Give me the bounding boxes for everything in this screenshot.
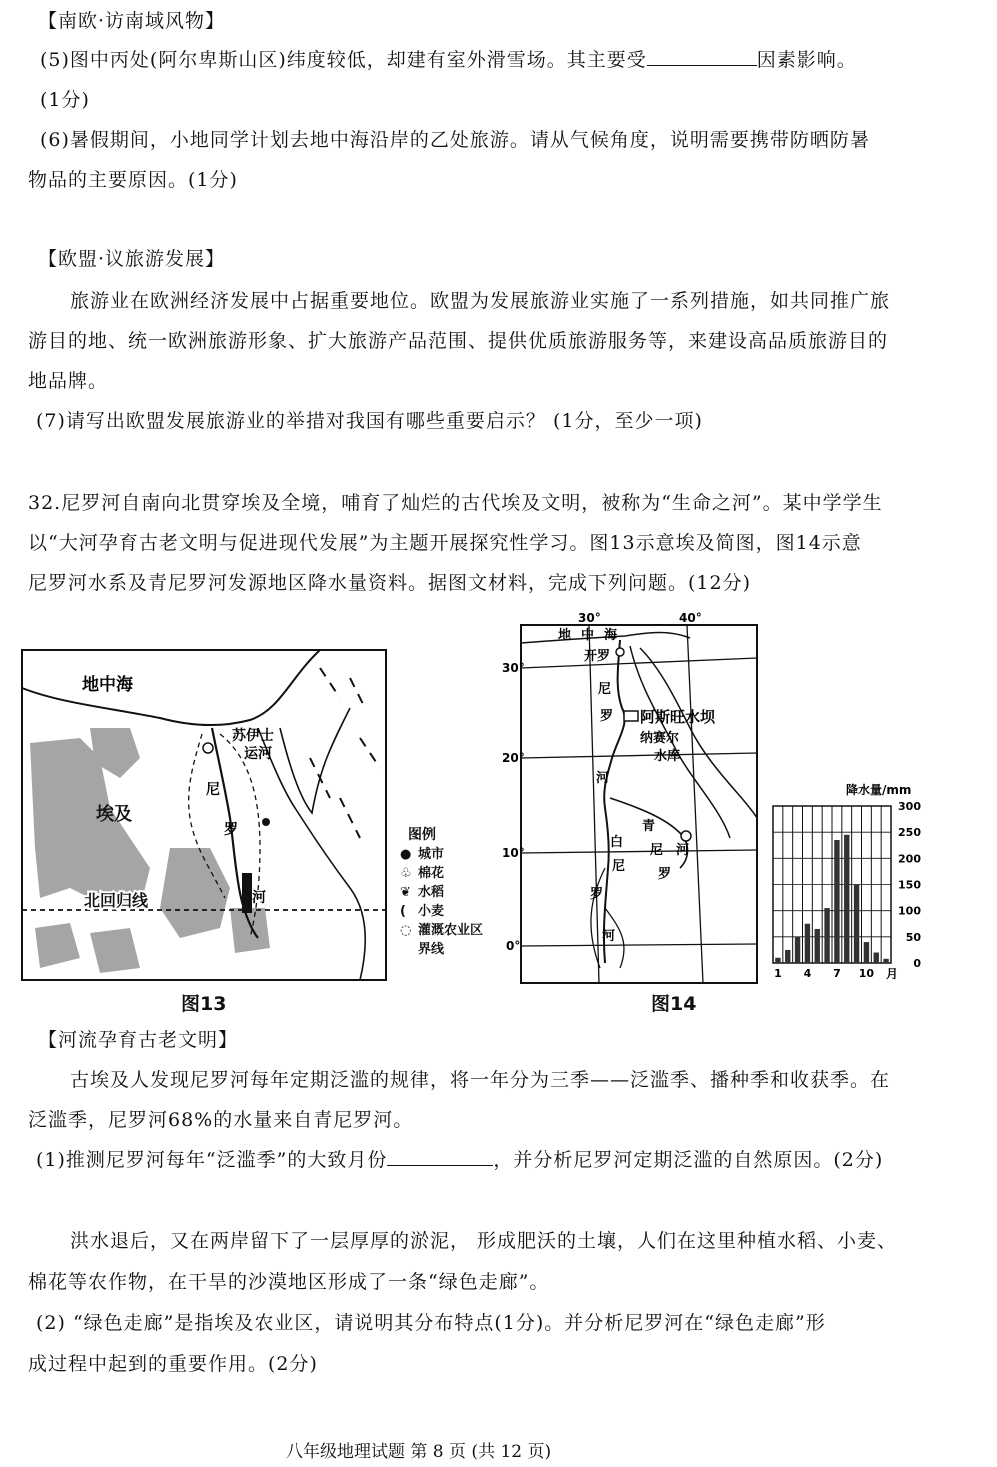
blue-nile-char-2: 尼 <box>650 843 664 858</box>
nasser-label-2: 水库 <box>654 749 681 764</box>
precipitation-bar-chart <box>768 776 928 986</box>
question-32-2-line1: (2) “绿色走廊”是指埃及农业区，请说明其分布特点(1分)。并分析尼罗河在“绿色走廊”形 <box>36 1312 826 1334</box>
answer-blank-flood-months[interactable] <box>387 1147 493 1166</box>
city-cluster <box>242 873 252 913</box>
question-32-1 <box>36 1145 883 1172</box>
legend-item-irrigation: ◌ 灌溉农业区 <box>400 923 484 938</box>
nile-label-1: 尼 <box>206 782 220 798</box>
city-dot <box>262 818 270 826</box>
canal-label-1: 苏伊士 <box>232 728 274 744</box>
lake-tana-icon <box>681 831 691 841</box>
nile-char-1: 尼 <box>598 682 612 697</box>
blue-nile-char-1: 青 <box>642 819 656 834</box>
cotton-icon: ♧ <box>400 866 412 881</box>
chart-bar-month-7 <box>834 840 839 963</box>
question-5-text: (5)图中丙处(阿尔卑斯山区)纬度较低，却建有室外滑雪场。其主要受 <box>40 49 647 71</box>
legend-item-rice: ❦ 水稻 <box>400 885 445 900</box>
chart-x-axis-unit: 月 <box>886 967 899 981</box>
eu-paragraph-line3: 地品牌。 <box>28 370 109 392</box>
lon-label-40: 40° <box>679 611 702 625</box>
question-5-suffix: 因素影响。 <box>756 49 857 71</box>
chart-y-axis-label: 降水量/mm <box>846 783 912 797</box>
chart-y-tick-label: 300 <box>898 800 921 813</box>
chart-y-tick-label: 150 <box>898 878 921 892</box>
chart-bar-month-5 <box>815 929 820 963</box>
chart-bar-month-2 <box>785 950 790 963</box>
white-nile-char-2: 尼 <box>612 859 626 874</box>
question-32-1-suffix: ，并分析尼罗河定期泛滥的自然原因。(2分) <box>493 1149 884 1171</box>
chart-y-tick-label: 200 <box>898 852 921 866</box>
nile-char-2: 罗 <box>600 709 614 724</box>
aswan-dam-icon <box>624 711 638 721</box>
figure-14-nile-map <box>490 608 765 986</box>
rice-icon: ❦ <box>400 885 411 900</box>
aswan-dam-label: 阿斯旺水坝 <box>640 708 716 726</box>
chart-bar-month-3 <box>795 937 800 963</box>
tropic-label: 北回归线 <box>84 891 149 910</box>
figure-13-caption: 图13 <box>181 993 227 1015</box>
nile-char-3: 河 <box>596 771 610 786</box>
cairo-label: 开罗 <box>584 649 611 664</box>
lon-label-30: 30° <box>578 611 601 625</box>
legend-item-city: ● 城市 <box>400 847 445 862</box>
lat-label-30: 30° <box>502 661 525 675</box>
chart-bar-month-10 <box>864 942 869 963</box>
nile-label-2: 罗 <box>224 822 238 838</box>
lat-label-0: 0° <box>506 939 521 953</box>
chart-y-tick-label: 50 <box>905 930 921 944</box>
blue-nile-char-4: 河 <box>676 843 690 858</box>
chart-y-tick-label: 100 <box>898 904 921 918</box>
question-32-2-line2: 成过程中起到的重要作用。(2分) <box>28 1353 318 1375</box>
sea-label: 地中海 <box>558 628 628 643</box>
question-6-line2: 物品的主要原因。(1分) <box>28 169 238 191</box>
chart-y-tick-label: 250 <box>898 826 921 840</box>
question-5-score: (1分) <box>40 89 90 111</box>
chart-bar-month-1 <box>775 958 780 963</box>
figure-13-legend <box>400 826 483 959</box>
canal-label-2: 运河 <box>244 746 272 762</box>
legend-item-wheat: ( 小麦 <box>400 904 445 919</box>
civilization-paragraph-line2: 泛滥季，尼罗河68%的水量来自青尼罗河。 <box>28 1109 414 1131</box>
eu-paragraph-line1: 旅游业在欧洲经济发展中占据重要地位。欧盟为发展旅游业实施了一系列措施，如共同推广旅 <box>70 290 891 312</box>
question-32-line2: 以“大河孕育古老文明与促进现代发展”为主题开展探究性学习。图13示意埃及简图，图14示意 <box>28 532 862 554</box>
figure-13-egypt-map <box>20 648 390 983</box>
lat-label-10: 10° <box>502 846 525 860</box>
wheat-icon: ( <box>400 904 406 919</box>
chart-y-tick-label: 0 <box>913 957 921 970</box>
chart-x-tick-label: 10 <box>858 967 875 980</box>
chart-x-tick-label: 7 <box>833 967 841 980</box>
chart-bar-month-11 <box>874 953 879 963</box>
legend-item-boundary: 界线 <box>418 942 445 957</box>
question-32-line3: 尼罗河水系及青尼罗河发源地区降水量资料。据图文材料，完成下列问题。(12分) <box>28 572 752 594</box>
sea-label: 地中海 <box>82 675 133 695</box>
nasser-label-1: 纳赛尔 <box>640 731 680 746</box>
white-nile-char-4: 河 <box>602 929 616 944</box>
nile-label-3: 河 <box>252 890 266 906</box>
blue-nile-char-3: 罗 <box>658 867 672 882</box>
question-32-1-text: (1)推测尼罗河每年“泛滥季”的大致月份 <box>36 1149 388 1171</box>
civilization-paragraph-line1: 古埃及人发现尼罗河每年定期泛滥的规律，将一年分为三季——泛滥季、播种季和收获季。在 <box>70 1069 891 1091</box>
answer-blank-q5[interactable] <box>647 47 757 66</box>
chart-bar-month-4 <box>805 924 810 963</box>
egypt-label: 埃及 <box>96 804 132 825</box>
eu-paragraph-line2: 游目的地、统一欧洲旅游形象、扩大旅游产品范围、提供优质旅游服务等，来建设高品质旅游目的 <box>28 330 889 352</box>
legend-title: 图例 <box>408 827 436 843</box>
question-5 <box>40 45 857 72</box>
question-6-line1: (6)暑假期间，小地同学计划去地中海沿岸的乙处旅游。请从气候角度，说明需要携带防晒防暑 <box>40 129 870 151</box>
legend-item-cotton: ♧ 棉花 <box>400 866 445 881</box>
section-header-south-europe: 【南欧·访南域风物】 <box>38 10 226 32</box>
section-header-eu: 【欧盟·议旅游发展】 <box>38 248 226 270</box>
cairo-dot <box>616 648 624 656</box>
chart-bar-month-8 <box>844 835 849 963</box>
question-32-line1: 32.尼罗河自南向北贯穿埃及全境，哺育了灿烂的古代埃及文明，被称为“生命之河”。某中学学生 <box>28 492 883 514</box>
page-footer: 八年级地理试题 第 8 页 (共 12 页) <box>286 1442 552 1462</box>
section-header-civilization: 【河流孕育古老文明】 <box>38 1029 239 1051</box>
white-nile-char-1: 白 <box>610 835 624 850</box>
chart-x-tick-label: 1 <box>774 967 782 980</box>
chart-bar-month-6 <box>824 908 829 963</box>
city-icon: ● <box>400 847 412 862</box>
chart-bar-month-12 <box>883 959 888 963</box>
irrigation-area-icon: ◌ <box>400 923 412 938</box>
lat-label-20: 20° <box>502 751 525 765</box>
chart-x-tick-label: 4 <box>803 967 812 980</box>
question-7: (7)请写出欧盟发展旅游业的举措对我国有哪些重要启示？ (1分，至少一项) <box>36 410 703 432</box>
chart-bar-month-9 <box>854 885 859 964</box>
white-nile-char-3: 罗 <box>590 887 604 902</box>
figure-14-caption: 图14 <box>651 993 697 1015</box>
flood-paragraph-line1: 洪水退后，又在两岸留下了一层厚厚的淤泥， 形成肥沃的土壤，人们在这里种植水稻、小麦、 <box>70 1230 898 1252</box>
flood-paragraph-line2: 棉花等农作物，在干旱的沙漠地区形成了一条“绿色走廊”。 <box>28 1271 550 1293</box>
